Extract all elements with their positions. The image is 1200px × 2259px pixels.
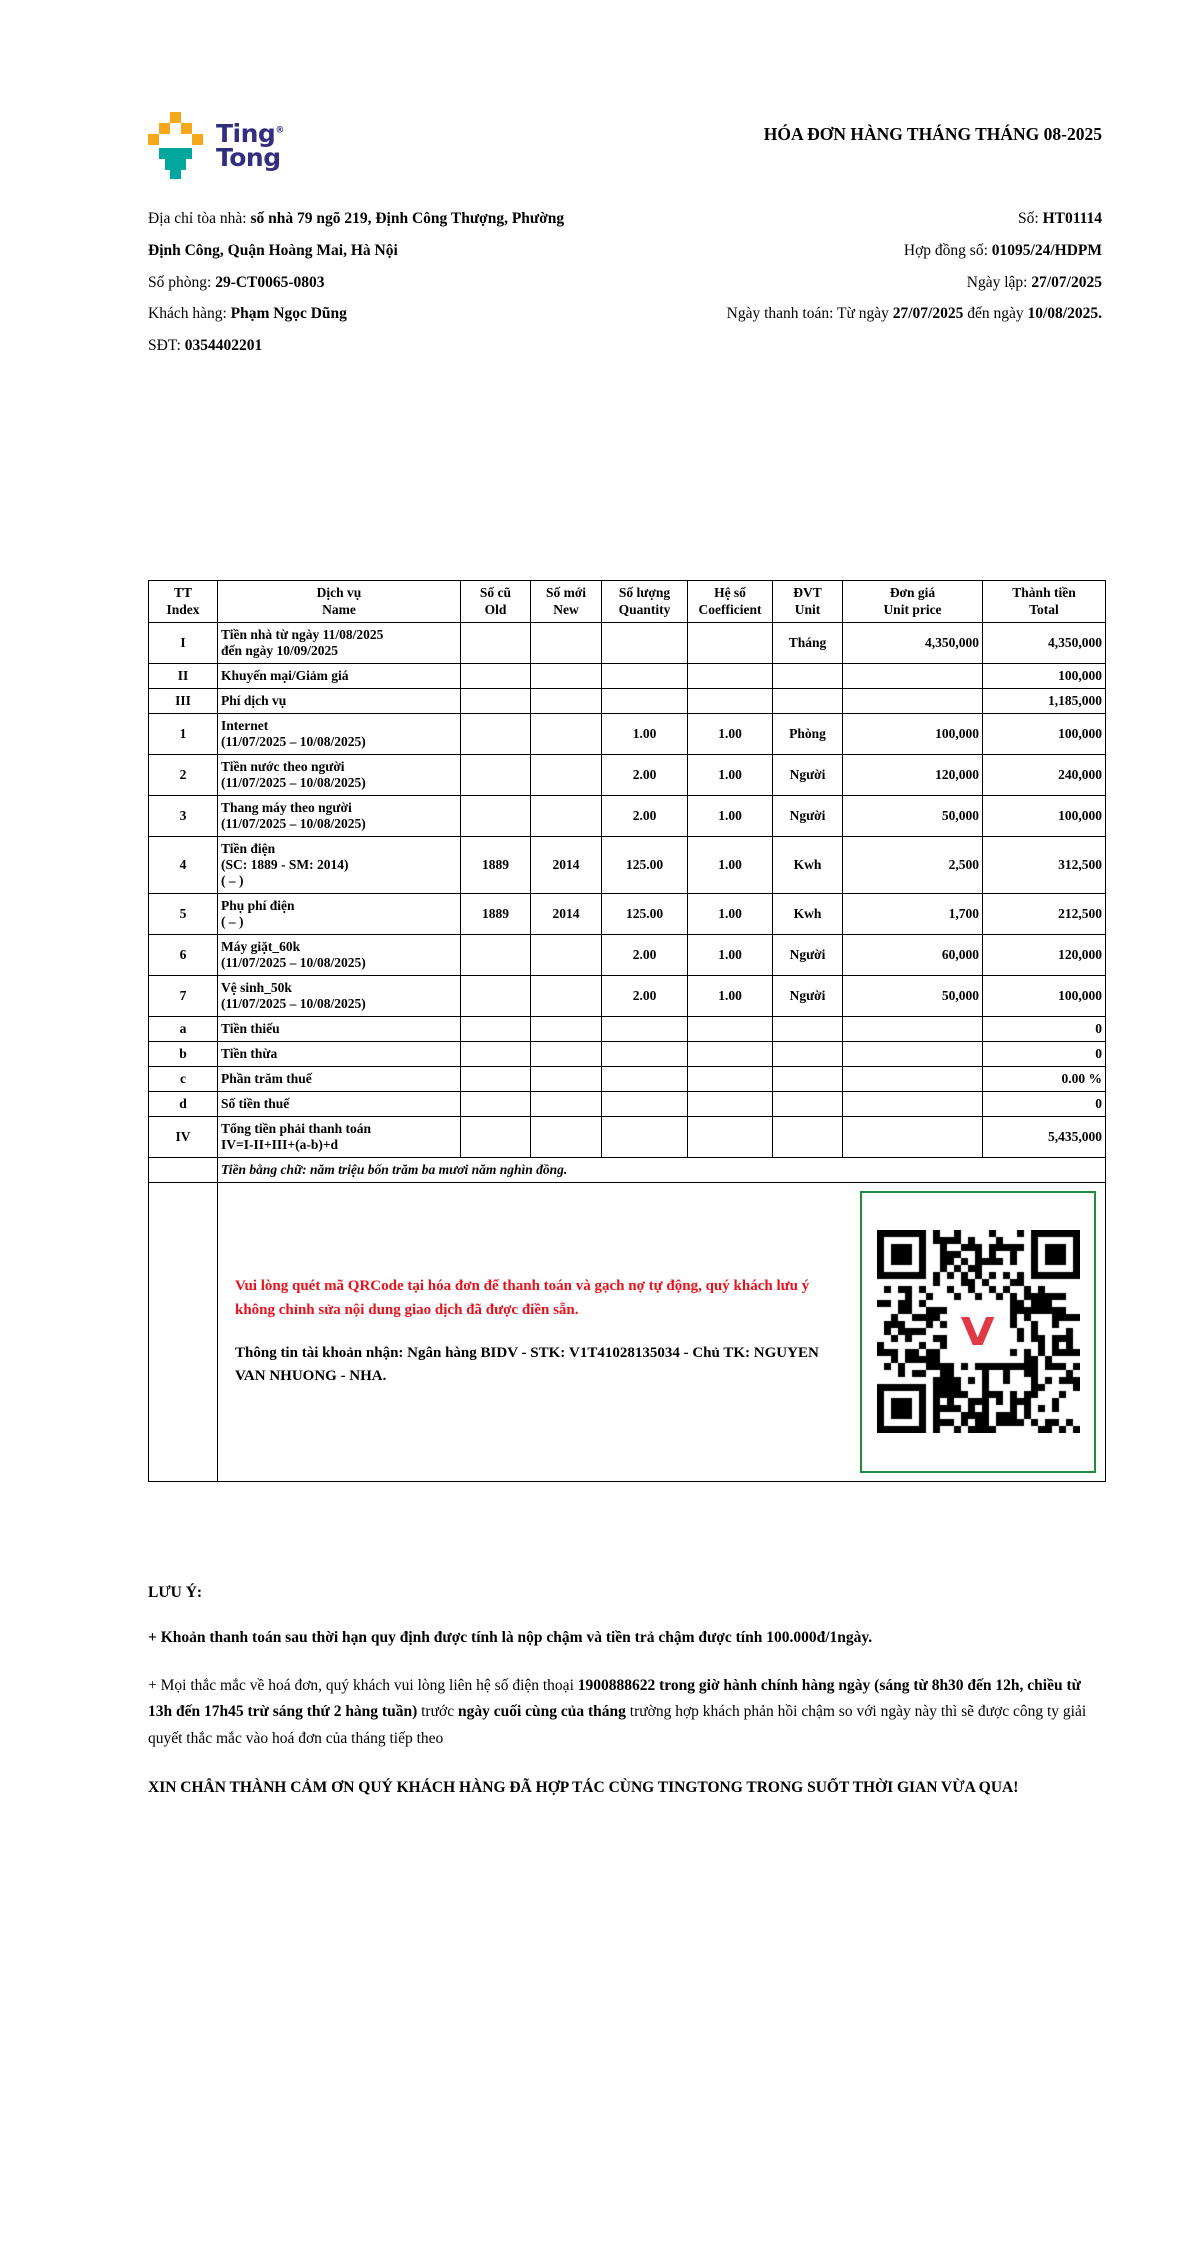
cell-old — [461, 1041, 531, 1066]
cell-coef — [688, 688, 773, 713]
qr-code-frame — [860, 1191, 1096, 1473]
cell-qty — [602, 1091, 688, 1116]
table-row — [149, 663, 1106, 688]
cell-name: Vệ sinh_50k (11/07/2025 – 10/08/2025) — [218, 975, 461, 1016]
cell-coef: 1.00 — [688, 795, 773, 836]
cell-new — [531, 975, 602, 1016]
empty-cell — [149, 1157, 218, 1182]
info-right-column — [666, 203, 1102, 362]
cell-old — [461, 795, 531, 836]
account-holder: NGUYEN VAN NHUONG - NHA. — [235, 1344, 819, 1385]
table-row — [149, 1016, 1106, 1041]
column-header: Số lượng Quantity — [602, 580, 688, 622]
cell-unit: Kwh — [773, 893, 843, 934]
cell-qty — [602, 663, 688, 688]
empty-cell — [149, 1182, 218, 1481]
building-address: Địa chỉ tòa nhà: số nhà 79 ngõ 219, Định Công Thượng, Phường Định Công, Quận Hoàng Mai, Hà Nội — [148, 210, 565, 259]
tingtong-logo-icon — [148, 112, 203, 179]
cell-tt: II — [149, 663, 218, 688]
qr-row — [149, 1182, 1106, 1481]
cell-coef — [688, 1041, 773, 1066]
account-number: V1T41028135034 — [569, 1344, 680, 1361]
qr-notice: Vui lòng quét mã QRCode tại hóa đơn để thanh toán và gạch nợ tự động, quý khách lưu ý không chỉnh sửa nội dung giao dịch đã được điền sẵn. — [235, 1278, 810, 1318]
cell-name: Internet (11/07/2025 – 10/08/2025) — [218, 713, 461, 754]
cell-new: 2014 — [531, 836, 602, 893]
cell-name: Máy giặt_60k (11/07/2025 – 10/08/2025) — [218, 934, 461, 975]
amount-in-words-value: năm triệu bốn trăm ba mươi năm nghìn đồng. — [309, 1161, 568, 1177]
cell-price: 1,700 — [843, 893, 983, 934]
cell-unit — [773, 1116, 843, 1157]
cell-new — [531, 663, 602, 688]
cell-name: Tiền thừa — [218, 1041, 461, 1066]
cell-unit — [773, 1016, 843, 1041]
cell-name: Số tiền thuế — [218, 1091, 461, 1116]
cell-new — [531, 1116, 602, 1157]
cell-coef — [688, 622, 773, 663]
cell-name: Phần trăm thuế — [218, 1066, 461, 1091]
cell-qty — [602, 622, 688, 663]
table-body — [149, 622, 1106, 1157]
cell-qty — [602, 1041, 688, 1066]
cell-tt: 7 — [149, 975, 218, 1016]
cell-total: 100,000 — [983, 713, 1106, 754]
cell-price: 50,000 — [843, 795, 983, 836]
cell-tt: b — [149, 1041, 218, 1066]
cell-total: 100,000 — [983, 795, 1106, 836]
contact-note: + Mọi thắc mắc về hoá đơn, quý khách vui lòng liên hệ số điện thoại 1900888622 trong giờ hành chính hàng ngày (sáng từ 8h30 đến 12h, chiều từ 13h đến 17h45 trừ sáng thứ 2 hàng tuần) trước ngày cuối cùng của tháng trường hợp khách phản hồi chậm so với ngày này thì sẽ được công ty giải quyết thắc mắc vào hoá đơn của tháng tiếp theo — [148, 1676, 1087, 1748]
cell-old — [461, 663, 531, 688]
cell-qty: 2.00 — [602, 975, 688, 1016]
cell-qty — [602, 1066, 688, 1091]
cell-price: 4,350,000 — [843, 622, 983, 663]
amount-in-words-label: Tiền bằng chữ: — [221, 1161, 310, 1177]
cell-new — [531, 1066, 602, 1091]
cell-coef: 1.00 — [688, 893, 773, 934]
cell-tt: 4 — [149, 836, 218, 893]
cell-coef — [688, 1091, 773, 1116]
cell-tt: c — [149, 1066, 218, 1091]
brand-name-top: Ting — [216, 119, 276, 148]
cell-tt: 1 — [149, 713, 218, 754]
phone-number: SĐT: 0354402201 — [148, 337, 263, 355]
table-row — [149, 713, 1106, 754]
notes-section — [148, 1584, 1105, 1800]
table-footer — [149, 1157, 1106, 1481]
cell-unit: Người — [773, 975, 843, 1016]
cell-name: Phí dịch vụ — [218, 688, 461, 713]
cell-total: 1,185,000 — [983, 688, 1106, 713]
cell-price: 2,500 — [843, 836, 983, 893]
cell-price — [843, 1116, 983, 1157]
cell-total: 100,000 — [983, 663, 1106, 688]
cell-total: 240,000 — [983, 754, 1106, 795]
cell-tt: III — [149, 688, 218, 713]
cell-name: Thang máy theo người (11/07/2025 – 10/08/2025) — [218, 795, 461, 836]
table-row — [149, 795, 1106, 836]
room-number: Số phòng: 29-CT0065-0803 — [148, 273, 325, 291]
cell-name: Khuyến mại/Giảm giá — [218, 663, 461, 688]
vietqr-logo: V — [952, 1306, 1004, 1358]
cell-unit: Người — [773, 754, 843, 795]
cell-new — [531, 934, 602, 975]
cell-price: 50,000 — [843, 975, 983, 1016]
cell-coef — [688, 1066, 773, 1091]
cell-qty: 125.00 — [602, 893, 688, 934]
account-info — [235, 1342, 826, 1389]
cell-qty: 2.00 — [602, 795, 688, 836]
cell-total: 0 — [983, 1041, 1106, 1066]
invoice-title: HÓA ĐƠN HÀNG THÁNG THÁNG 08-2025 — [763, 124, 1102, 144]
cell-old — [461, 1091, 531, 1116]
registered-mark: ® — [275, 125, 284, 136]
cell-new — [531, 754, 602, 795]
cell-unit: Người — [773, 795, 843, 836]
cell-name: Tiền nước theo người (11/07/2025 – 10/08/2025) — [218, 754, 461, 795]
cell-qty — [602, 1016, 688, 1041]
issue-date: Ngày lập: 27/07/2025 — [966, 273, 1102, 291]
cell-qty — [602, 688, 688, 713]
cell-coef: 1.00 — [688, 754, 773, 795]
cell-name: Tổng tiền phải thanh toán IV=I-II+III+(a-b)+d — [218, 1116, 461, 1157]
cell-new: 2014 — [531, 893, 602, 934]
column-header: Số mới New — [531, 580, 602, 622]
cell-price — [843, 1066, 983, 1091]
cell-unit: Kwh — [773, 836, 843, 893]
column-header: ĐVT Unit — [773, 580, 843, 622]
cell-tt: 6 — [149, 934, 218, 975]
table-row — [149, 893, 1106, 934]
amount-in-words-row — [149, 1157, 1106, 1182]
invoice-table — [148, 580, 1106, 1482]
cell-qty: 2.00 — [602, 754, 688, 795]
cell-unit — [773, 1091, 843, 1116]
column-header: TT Index — [149, 580, 218, 622]
cell-tt: a — [149, 1016, 218, 1041]
cell-old — [461, 713, 531, 754]
cell-tt: 5 — [149, 893, 218, 934]
cell-old — [461, 1016, 531, 1041]
cell-total: 0.00 % — [983, 1066, 1106, 1091]
table-header — [149, 580, 1106, 622]
amount-in-words — [218, 1157, 1106, 1182]
cell-total: 0 — [983, 1091, 1106, 1116]
cell-qty: 2.00 — [602, 934, 688, 975]
cell-unit — [773, 1066, 843, 1091]
cell-qty: 125.00 — [602, 836, 688, 893]
cell-price — [843, 1091, 983, 1116]
notes-heading: LƯU Ý: — [148, 1583, 203, 1601]
table-row — [149, 975, 1106, 1016]
cell-unit: Phòng — [773, 713, 843, 754]
cell-total: 120,000 — [983, 934, 1106, 975]
header-row — [149, 580, 1106, 622]
column-header: Số cũ Old — [461, 580, 531, 622]
customer-name: Khách hàng: Phạm Ngọc Dũng — [148, 305, 347, 323]
account-prefix: Thông tin tài khoản nhận: Ngân hàng BIDV - STK: — [235, 1344, 570, 1361]
cell-name: Tiền nhà từ ngày 11/08/2025 đến ngày 10/09/2025 — [218, 622, 461, 663]
qr-payment-layout — [221, 1187, 1102, 1477]
table-row — [149, 934, 1106, 975]
cell-coef — [688, 1116, 773, 1157]
cell-tt: 2 — [149, 754, 218, 795]
qr-payment-cell — [218, 1182, 1106, 1481]
cell-tt: I — [149, 622, 218, 663]
cell-qty: 1.00 — [602, 713, 688, 754]
cell-total: 312,500 — [983, 836, 1106, 893]
thanks-note: XIN CHÂN THÀNH CẢM ƠN QUÝ KHÁCH HÀNG ĐÃ HỢP TÁC CÙNG TINGTONG TRONG SUỐT THỜI GIAN VỪA QUA! — [148, 1778, 1019, 1796]
cell-unit: Người — [773, 934, 843, 975]
cell-new — [531, 1091, 602, 1116]
cell-total: 100,000 — [983, 975, 1106, 1016]
cell-unit — [773, 1041, 843, 1066]
qr-text-block — [221, 1187, 860, 1477]
cell-unit: Tháng — [773, 622, 843, 663]
cell-coef: 1.00 — [688, 836, 773, 893]
cell-old — [461, 688, 531, 713]
cell-coef — [688, 1016, 773, 1041]
cell-name: Phụ phí điện ( – ) — [218, 893, 461, 934]
cell-unit — [773, 663, 843, 688]
table-row — [149, 688, 1106, 713]
cell-tt: IV — [149, 1116, 218, 1157]
cell-total: 4,350,000 — [983, 622, 1106, 663]
cell-old — [461, 1116, 531, 1157]
brand-name — [216, 119, 284, 172]
cell-tt: 3 — [149, 795, 218, 836]
table-row — [149, 1116, 1106, 1157]
table-row — [149, 1041, 1106, 1066]
cell-name: Tiền thiếu — [218, 1016, 461, 1041]
info-left-column — [148, 203, 600, 362]
table-row — [149, 1066, 1106, 1091]
cell-total: 5,435,000 — [983, 1116, 1106, 1157]
cell-coef: 1.00 — [688, 934, 773, 975]
cell-old — [461, 622, 531, 663]
cell-price — [843, 1041, 983, 1066]
brand-name-bottom: Tong — [216, 142, 281, 172]
cell-coef: 1.00 — [688, 975, 773, 1016]
late-payment-note: + Khoản thanh toán sau thời hạn quy định được tính là nộp chậm và tiền trả chậm được tính 100.000đ/1ngày. — [148, 1628, 873, 1646]
cell-price: 120,000 — [843, 754, 983, 795]
cell-new — [531, 1016, 602, 1041]
cell-tt: d — [149, 1091, 218, 1116]
cell-price: 100,000 — [843, 713, 983, 754]
cell-new — [531, 1041, 602, 1066]
invoice-number: Số: HT01114 — [1018, 210, 1102, 227]
cell-new — [531, 713, 602, 754]
cell-price — [843, 1016, 983, 1041]
cell-old — [461, 1066, 531, 1091]
cell-new — [531, 622, 602, 663]
table-row — [149, 622, 1106, 663]
cell-old — [461, 975, 531, 1016]
column-header: Dịch vụ Name — [218, 580, 461, 622]
cell-qty — [602, 1116, 688, 1157]
table-row — [149, 836, 1106, 893]
cell-old: 1889 — [461, 893, 531, 934]
cell-new — [531, 795, 602, 836]
contract-number: Hợp đồng số: 01095/24/HDPM — [903, 241, 1102, 259]
cell-coef — [688, 663, 773, 688]
cell-price — [843, 688, 983, 713]
cell-coef: 1.00 — [688, 713, 773, 754]
cell-total: 212,500 — [983, 893, 1106, 934]
info-section — [148, 203, 1102, 362]
cell-price — [843, 663, 983, 688]
table-row — [149, 754, 1106, 795]
column-header: Đơn giá Unit price — [843, 580, 983, 622]
column-header: Hệ số Coefficient — [688, 580, 773, 622]
page-header — [148, 112, 1102, 179]
cell-old — [461, 754, 531, 795]
payment-period: Ngày thanh toán: Từ ngày 27/07/2025 đến ngày 10/08/2025. — [726, 305, 1102, 323]
cell-price: 60,000 — [843, 934, 983, 975]
account-mid: - Chủ TK: — [679, 1344, 754, 1361]
cell-old: 1889 — [461, 836, 531, 893]
brand-logo — [148, 112, 284, 179]
cell-name: Tiền điện (SC: 1889 - SM: 2014) ( – ) — [218, 836, 461, 893]
cell-old — [461, 934, 531, 975]
cell-unit — [773, 688, 843, 713]
cell-total: 0 — [983, 1016, 1106, 1041]
column-header: Thành tiền Total — [983, 580, 1106, 622]
cell-new — [531, 688, 602, 713]
table-row — [149, 1091, 1106, 1116]
